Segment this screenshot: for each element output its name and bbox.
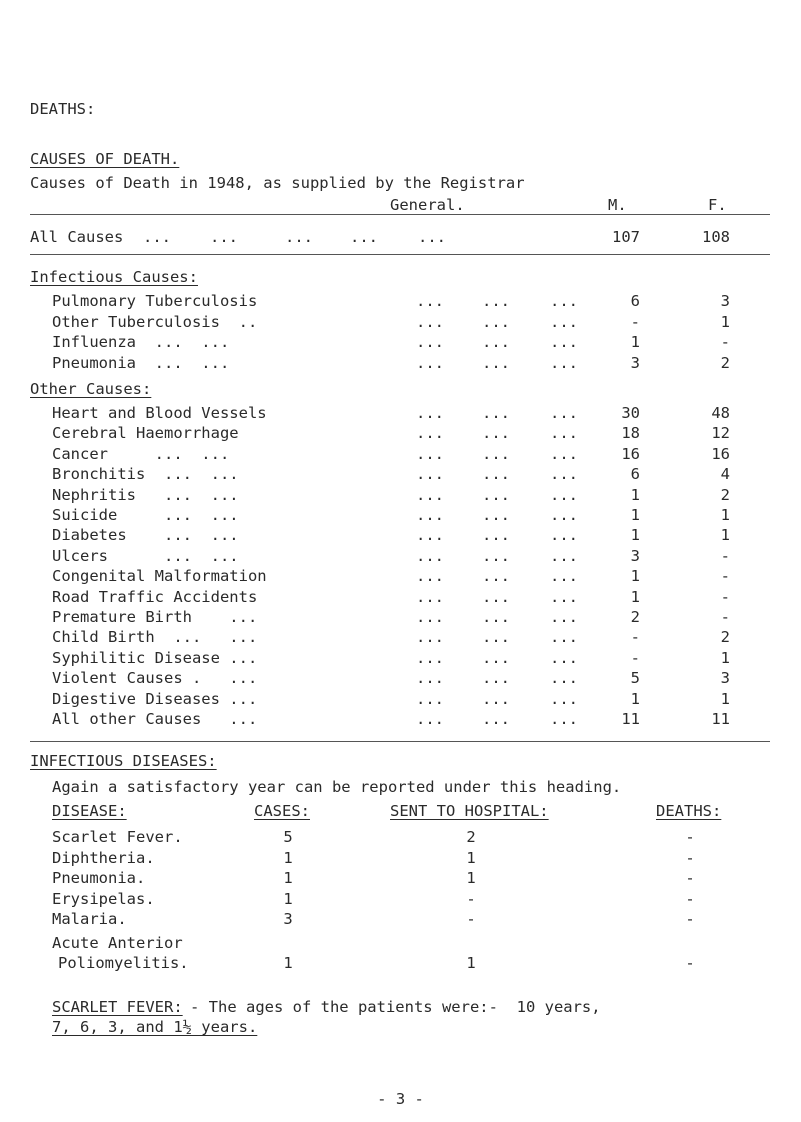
row-dots: ... xyxy=(550,587,578,606)
f-value: 1 xyxy=(720,689,730,708)
infectious-diseases-heading: INFECTIOUS DISEASES: xyxy=(30,752,217,770)
table-row xyxy=(0,934,801,954)
deaths-value: - xyxy=(685,889,695,908)
f-value: 16 xyxy=(711,444,730,463)
col-sent-to-hospital: SENT TO HOSPITAL: xyxy=(390,802,549,820)
header-rule xyxy=(30,214,770,215)
row-dots: ... xyxy=(482,608,510,626)
row-dots: ... xyxy=(416,526,444,545)
row-dots: ... xyxy=(550,312,578,331)
all-causes-row xyxy=(0,228,801,248)
disease-name: Diphtheria. xyxy=(52,848,155,867)
row-dots: ... xyxy=(482,567,510,586)
col-disease: DISEASE: xyxy=(52,802,127,820)
f-value: 1 xyxy=(720,312,730,331)
f-value: 2 xyxy=(720,485,730,504)
row-dots: ... xyxy=(416,648,444,667)
sent-value: 1 xyxy=(466,954,476,972)
f-value: 48 xyxy=(711,404,730,422)
row-label: Syphilitic Disease ... xyxy=(52,648,258,667)
m-value: 3 xyxy=(630,546,640,565)
row-dots: ... xyxy=(550,424,578,443)
row-dots: ... xyxy=(482,648,510,667)
row-dots: ... xyxy=(550,526,578,545)
f-value: 1 xyxy=(720,506,730,524)
row-dots: ... xyxy=(482,333,510,351)
f-value: - xyxy=(720,567,730,586)
disease-name: Scarlet Fever. xyxy=(52,828,183,846)
table-row xyxy=(0,354,801,374)
row-dots: ... xyxy=(550,648,578,667)
m-value: 16 xyxy=(621,444,640,463)
table-row xyxy=(0,465,801,485)
infectious-intro: Again a satisfactory year can be reported under this heading. xyxy=(52,778,622,796)
row-dots: ... xyxy=(416,608,444,626)
causes-heading: CAUSES OF DEATH. xyxy=(30,150,180,168)
table-row xyxy=(0,710,801,730)
table-row xyxy=(0,526,801,546)
row-label: Nephritis ... ... xyxy=(52,485,239,504)
page-heading: DEATHS: xyxy=(30,100,96,118)
row-dots: ... xyxy=(416,292,444,310)
row-dots: ... xyxy=(416,333,444,351)
cases-value: 5 xyxy=(283,828,293,846)
f-value: 108 xyxy=(702,228,730,246)
table-row xyxy=(0,690,801,710)
row-label: Pneumonia ... ... xyxy=(52,353,230,372)
cases-value: 1 xyxy=(283,848,293,867)
row-dots: ... xyxy=(482,485,510,504)
row-dots: ... xyxy=(550,485,578,504)
row-dots: ... xyxy=(550,546,578,565)
m-value: 1 xyxy=(630,485,640,504)
row-dots: ... xyxy=(416,353,444,372)
row-dots: ... xyxy=(416,506,444,524)
f-value: 3 xyxy=(720,292,730,310)
row-dots: ... xyxy=(416,465,444,484)
causes-subtitle-cont: General. xyxy=(390,196,465,214)
table-row xyxy=(0,628,801,648)
row-label: Influenza ... ... xyxy=(52,333,230,351)
row-dots: ... xyxy=(550,333,578,351)
m-value: 1 xyxy=(630,506,640,524)
table-row xyxy=(0,506,801,526)
row-dots: ... xyxy=(550,506,578,524)
row-dots: ... xyxy=(482,506,510,524)
deaths-value: - xyxy=(685,910,695,928)
f-value: 2 xyxy=(720,353,730,372)
row-dots: ... xyxy=(482,292,510,310)
row-dots: ... xyxy=(143,228,171,246)
disease-name: Pneumonia. xyxy=(52,869,146,887)
other-causes-heading: Other Causes: xyxy=(30,380,152,398)
row-dots: ... xyxy=(550,353,578,372)
row-label: Child Birth ... ... xyxy=(52,628,258,647)
row-dots: ... xyxy=(550,444,578,463)
f-value: 1 xyxy=(720,648,730,667)
disease-name: Malaria. xyxy=(52,910,127,928)
row-dots: ... xyxy=(550,404,578,422)
table-row xyxy=(0,547,801,567)
page-number: - 3 - xyxy=(377,1090,424,1108)
row-label: Cancer ... ... xyxy=(52,444,230,463)
table-row xyxy=(0,424,801,444)
cases-value: 1 xyxy=(283,954,293,972)
m-value: 5 xyxy=(630,669,640,688)
row-dots: ... xyxy=(482,312,510,331)
f-value: - xyxy=(720,608,730,626)
row-label: Road Traffic Accidents xyxy=(52,587,258,606)
row-dots: ... xyxy=(416,628,444,647)
sent-value: 1 xyxy=(466,848,476,867)
cases-value: 1 xyxy=(283,889,293,908)
row-label: Heart and Blood Vessels xyxy=(52,404,267,422)
table-row xyxy=(0,849,801,869)
table-row xyxy=(0,292,801,312)
row-dots: ... xyxy=(416,669,444,688)
row-label: All other Causes ... xyxy=(52,710,258,728)
sent-value: - xyxy=(466,910,476,928)
table-row xyxy=(0,313,801,333)
row-dots: ... xyxy=(350,228,378,246)
row-dots: ... xyxy=(416,689,444,708)
row-dots: ... xyxy=(482,587,510,606)
disease-name: Acute Anterior xyxy=(52,934,183,952)
table-row xyxy=(0,404,801,424)
row-label: Cerebral Haemorrhage xyxy=(52,424,239,443)
row-dots: ... xyxy=(416,424,444,443)
deaths-value: - xyxy=(685,869,695,887)
row-dots: ... xyxy=(416,312,444,331)
f-value: 4 xyxy=(720,465,730,484)
scarlet-fever-text: - The ages of the patients were:- 10 years, xyxy=(190,998,601,1016)
row-dots: ... xyxy=(550,710,578,728)
m-value: 1 xyxy=(630,587,640,606)
row-dots: ... xyxy=(482,546,510,565)
col-deaths: DEATHS: xyxy=(656,802,722,820)
f-value: - xyxy=(720,546,730,565)
row-label: Premature Birth ... xyxy=(52,608,258,626)
row-label: Digestive Diseases ... xyxy=(52,689,258,708)
row-label: Ulcers ... ... xyxy=(52,546,239,565)
m-value: 30 xyxy=(621,404,640,422)
row-label: Violent Causes . ... xyxy=(52,669,258,688)
row-dots: ... xyxy=(416,710,444,728)
row-dots: ... xyxy=(482,444,510,463)
m-value: 2 xyxy=(630,608,640,626)
table-row xyxy=(0,333,801,353)
disease-name: Erysipelas. xyxy=(52,889,155,908)
row-dots: ... xyxy=(482,424,510,443)
f-value: - xyxy=(720,587,730,606)
scarlet-fever-label: SCARLET FEVER: xyxy=(52,998,183,1016)
sent-value: - xyxy=(466,889,476,908)
table-row xyxy=(0,954,801,974)
m-value: 1 xyxy=(630,689,640,708)
table-row xyxy=(0,486,801,506)
f-value: 1 xyxy=(720,526,730,545)
table-row xyxy=(0,445,801,465)
scarlet-fever-text-cont: 7, 6, 3, and 1½ years. xyxy=(52,1018,258,1036)
m-value: 11 xyxy=(621,710,640,728)
row-label: All Causes xyxy=(30,228,124,246)
cases-value: 1 xyxy=(283,869,293,887)
col-header-m: M. xyxy=(608,196,627,214)
m-value: 6 xyxy=(630,465,640,484)
row-label: Suicide ... ... xyxy=(52,506,239,524)
m-value: 6 xyxy=(630,292,640,310)
row-dots: ... xyxy=(482,465,510,484)
deaths-value: - xyxy=(685,828,695,846)
table-row xyxy=(0,669,801,689)
f-value: 2 xyxy=(720,628,730,647)
row-dots: ... xyxy=(482,353,510,372)
row-dots: ... xyxy=(550,628,578,647)
table-row xyxy=(0,588,801,608)
table-row xyxy=(0,869,801,889)
table-row xyxy=(0,608,801,628)
table-row xyxy=(0,567,801,587)
m-value: 1 xyxy=(630,333,640,351)
table-row xyxy=(0,890,801,910)
row-dots: ... xyxy=(550,465,578,484)
m-value: 18 xyxy=(621,424,640,443)
row-dots: ... xyxy=(550,669,578,688)
table-bottom-rule xyxy=(30,741,770,742)
cases-value: 3 xyxy=(283,910,293,928)
row-dots: ... xyxy=(285,228,313,246)
row-dots: ... xyxy=(416,587,444,606)
disease-name: Poliomyelitis. xyxy=(30,954,189,972)
causes-subtitle: Causes of Death in 1948, as supplied by the Registrar xyxy=(30,174,525,192)
row-dots: ... xyxy=(416,567,444,586)
m-value: - xyxy=(630,628,640,647)
sent-value: 2 xyxy=(466,828,476,846)
row-dots: ... xyxy=(482,526,510,545)
row-dots: ... xyxy=(482,404,510,422)
table-row xyxy=(0,910,801,930)
row-dots: ... xyxy=(550,608,578,626)
f-value: 3 xyxy=(720,669,730,688)
m-value: 3 xyxy=(630,353,640,372)
m-value: - xyxy=(630,648,640,667)
table-row xyxy=(0,828,801,848)
deaths-value: - xyxy=(685,954,695,972)
row-label: Bronchitis ... ... xyxy=(52,465,239,484)
f-value: 11 xyxy=(711,710,730,728)
infectious-causes-heading: Infectious Causes: xyxy=(30,268,198,286)
row-label: Other Tuberculosis .. xyxy=(52,312,258,331)
row-dots: ... xyxy=(416,485,444,504)
sent-value: 1 xyxy=(466,869,476,887)
row-label: Congenital Malformation xyxy=(52,567,267,586)
row-dots: ... xyxy=(482,669,510,688)
row-dots: ... xyxy=(482,628,510,647)
f-value: - xyxy=(720,333,730,351)
row-dots: ... xyxy=(416,404,444,422)
row-dots: ... xyxy=(416,444,444,463)
row-dots: ... xyxy=(482,710,510,728)
col-cases: CASES: xyxy=(254,802,310,820)
deaths-value: - xyxy=(685,848,695,867)
m-value: 1 xyxy=(630,567,640,586)
m-value: 1 xyxy=(630,526,640,545)
all-causes-rule xyxy=(30,254,770,255)
row-dots: ... xyxy=(550,292,578,310)
m-value: 107 xyxy=(612,228,640,246)
f-value: 12 xyxy=(711,424,730,443)
col-header-f: F. xyxy=(708,196,727,214)
m-value: - xyxy=(630,312,640,331)
row-label: Diabetes ... ... xyxy=(52,526,239,545)
row-dots: ... xyxy=(482,689,510,708)
row-dots: ... xyxy=(550,567,578,586)
row-dots: ... xyxy=(418,228,446,246)
row-label: Pulmonary Tuberculosis xyxy=(52,292,258,310)
row-dots: ... xyxy=(210,228,238,246)
row-dots: ... xyxy=(550,689,578,708)
row-dots: ... xyxy=(416,546,444,565)
table-row xyxy=(0,649,801,669)
